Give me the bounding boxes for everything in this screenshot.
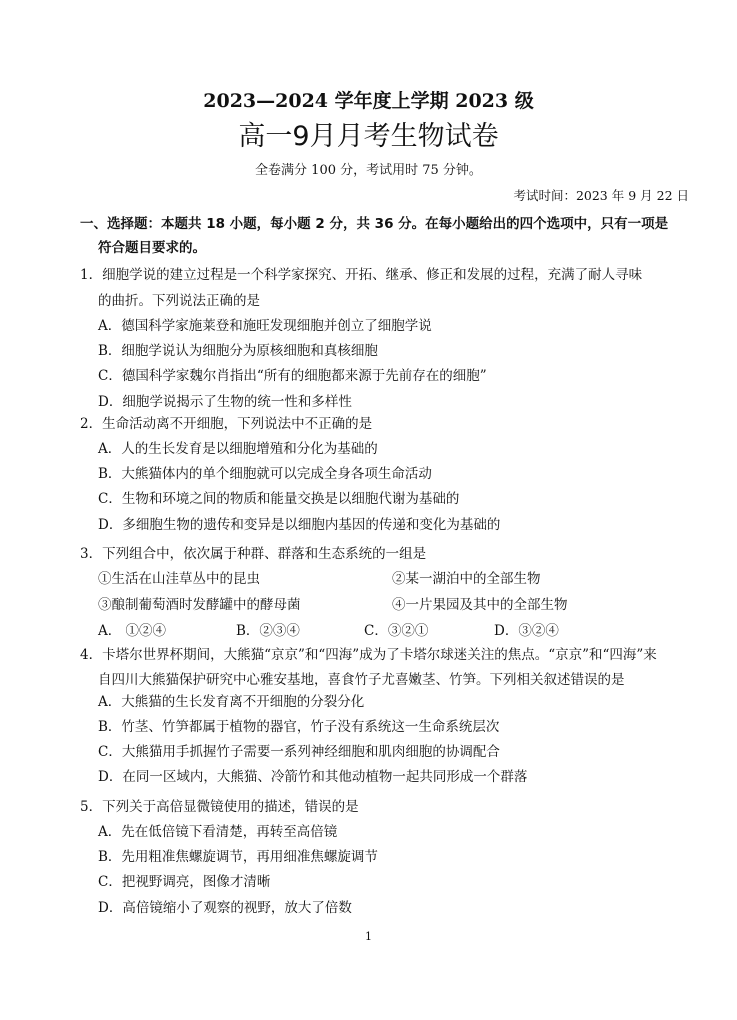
- exam-subtitle: 全卷满分 100 分，考试用时 75 分钟。: [255, 163, 482, 178]
- page-number: 1: [365, 930, 372, 943]
- question-5-option-d: D．高倍镜缩小了观察的视野，放大了倍数: [98, 900, 352, 916]
- question-4-stem: 4．卡塔尔世界杯期间，大熊猫“京京”和“四海”成为了卡塔尔球迷关注的焦点。“京京”和“四海”来: [80, 647, 657, 663]
- question-3-item-2: ②某一湖泊中的全部生物: [392, 571, 541, 587]
- exam-title-line2: 高一9月月考生物试卷: [238, 121, 499, 152]
- question-3-choice-c: C．③②①: [364, 623, 429, 639]
- section-heading-cont: 符合题目要求的。: [98, 240, 206, 256]
- question-1-option-c: C．德国科学家魏尔肖指出“所有的细胞都来源于先前存在的细胞”: [98, 368, 487, 384]
- question-3-choice-d: D．③②④: [494, 623, 559, 639]
- question-1-stem: 1．细胞学说的建立过程是一个科学家探究、开拓、继承、修正和发展的过程，充满了耐人寻味: [80, 267, 643, 283]
- question-3-choice-a: A． ①②④: [98, 623, 167, 639]
- question-2-option-a: A．人的生长发育是以细胞增殖和分化为基础的: [98, 441, 378, 457]
- question-5-stem: 5．下列关于高倍显微镜使用的描述，错误的是: [80, 799, 359, 815]
- question-2-option-d: D．多细胞生物的遗传和变异是以细胞内基因的传递和变化为基础的: [98, 517, 501, 533]
- question-5-option-b: B．先用粗准焦螺旋调节，再用细准焦螺旋调节: [98, 849, 378, 865]
- question-1-option-b: B．细胞学说认为细胞分为原核细胞和真核细胞: [98, 343, 378, 359]
- question-2-option-b: B．大熊猫体内的单个细胞就可以完成全身各项生命活动: [98, 466, 432, 482]
- question-1-option-d: D．细胞学说揭示了生物的统一性和多样性: [98, 394, 352, 410]
- question-2-option-c: C．生物和环境之间的物质和能量交换是以细胞代谢为基础的: [98, 491, 460, 507]
- question-1-stem-cont: 的曲折。下列说法正确的是: [98, 293, 260, 309]
- question-1-option-a: A．德国科学家施莱登和施旺发现细胞并创立了细胞学说: [98, 318, 432, 334]
- question-4-option-b: B．竹茎、竹笋都属于植物的器官，竹子没有系统这一生命系统层次: [98, 719, 500, 735]
- question-4-option-c: C．大熊猫用手抓握竹子需要一系列神经细胞和肌肉细胞的协调配合: [98, 744, 500, 760]
- question-2-stem: 2．生命活动离不开细胞，下列说法中不正确的是: [80, 416, 373, 432]
- question-4-option-a: A．大熊猫的生长发育离不开细胞的分裂分化: [98, 694, 365, 710]
- question-4-stem-cont: 自四川大熊猫保护研究中心雅安基地，喜食竹子尤喜嫩茎、竹笋。下列相关叙述错误的是: [98, 672, 625, 688]
- question-3-item-4: ④一片果园及其中的全部生物: [392, 597, 568, 613]
- question-5-option-a: A．先在低倍镜下看清楚，再转至高倍镜: [98, 824, 338, 840]
- question-5-option-c: C．把视野调亮，图像才清晰: [98, 874, 271, 890]
- section-heading: 一、选择题：本题共 18 小题，每小题 2 分，共 36 分。在每小题给出的四个选项中，只有一项是: [80, 216, 669, 232]
- exam-title-line1: 2023—2024 学年度上学期 2023 级: [203, 90, 534, 112]
- question-3-item-3: ③酿制葡萄酒时发酵罐中的酵母菌: [98, 597, 301, 613]
- question-3-stem: 3．下列组合中，依次属于种群、群落和生态系统的一组是: [80, 546, 427, 562]
- exam-time: 考试时间：2023 年 9 月 22 日: [513, 188, 689, 203]
- question-4-option-d: D．在同一区域内，大熊猫、冷箭竹和其他动植物一起共同形成一个群落: [98, 769, 528, 785]
- question-3-item-1: ①生活在山洼草丛中的昆虫: [98, 571, 260, 587]
- question-3-choice-b: B．②③④: [236, 623, 300, 639]
